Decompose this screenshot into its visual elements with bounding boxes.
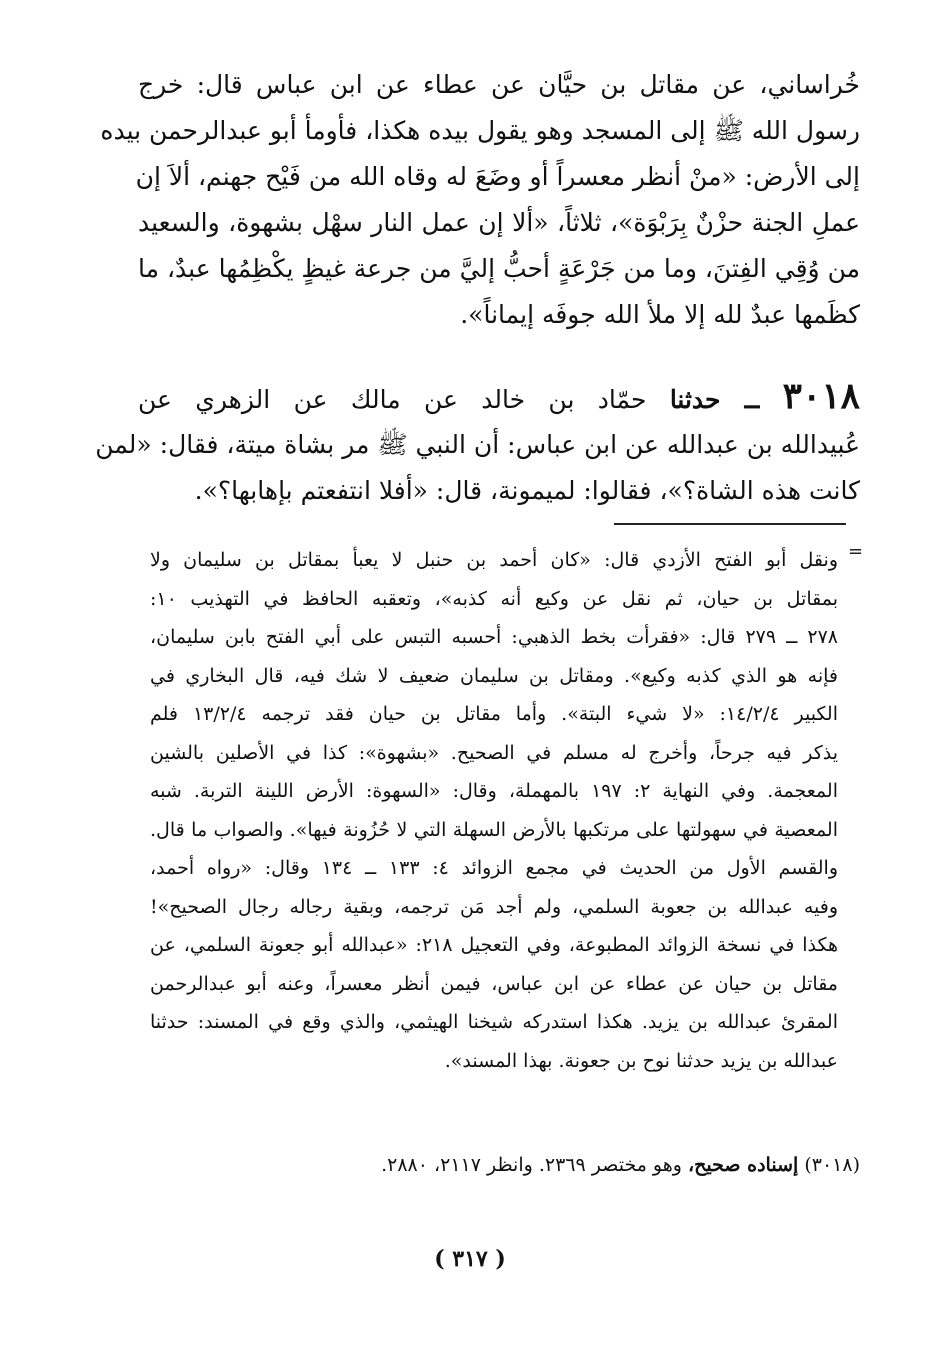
footnote-line: المعصية في سهولتها على مرتكبها بالأرض السهلة التي لا حُزُونة فيها». والصواب ما قال. [150, 818, 838, 841]
main-text-line: رسول الله ﷺ إلى المسجد وهو يقول بيده هكذا، فأومأ أبو عبدالرحمن بيده [100, 116, 860, 145]
footnote-line: ونقل أبو الفتح الأزدي قال: «كان أحمد بن حنبل لا يعبأ بمقاتل بن سليمان ولا [150, 549, 838, 571]
footnote-line: الكبير ١٤/٢/٤: «لا شيء البتة». وأما مقاتل بن حيان فقد ترجمه ١٣/٢/٤ فلم [150, 703, 838, 725]
main-text-line: إلى الأرض: «منْ أنظر معسراً أو وضَعَ له وقاه الله من فَيْح جهنم، ألاَ إن [135, 162, 860, 191]
footnote-3018 [150, 1146, 860, 1184]
footnote-line: هكذا في نسخة الزوائد المطبوعة، وفي التعجيل ٢١٨: «عبدالله أبو جعونة السلمي، عن [150, 934, 838, 956]
hadith-number: ٣٠١٨ [782, 375, 860, 417]
main-text-line: عملِ الجنة حزْنٌ بِرَبْوَة»، ثلاثاً، «ألا إن عمل النار سهْل بشهوة، والسعيد [138, 208, 860, 237]
hadith-line: كانت هذه الشاة؟»، فقالوا: لميمونة، قال: «أفلا انتفعتم بإهابها؟». [194, 476, 860, 505]
hadith-first-line-text: حمّاد بن خالد عن مالك عن الزهري عن [138, 385, 647, 414]
footnote-line: المقرئ عبدالله بن يزيد. هكذا استدركه شيخنا الهيثمي، والذي وقع في المسند: حدثنا [150, 1011, 838, 1033]
footnote-line: بمقاتل بن حيان، ثم نقل عن وكيع أنه كذبه»، وتعقبه الحافظ في التهذيب ١٠: [150, 587, 838, 610]
footnote-line: عبدالله بن يزيد حدثنا نوح بن جعونة. بهذا المسند». [444, 1049, 838, 1072]
footnote-line: يذكر فيه جرحاً، وأخرج له مسلم في الصحيح. «بشهوة»: كذا في الأصلين بالشين [150, 741, 838, 764]
main-text-line: من وُقِي الفِتنَ، وما من جَرْعَةٍ أحبُّ إليَّ من جرعة غيظٍ يكْظِمُها عبدٌ، ما [138, 254, 860, 283]
footnote-line: وفيه عبدالله بن جعوبة السلمي، ولم أجد مَن ترجمه، وبقية رجاله رجال الصحيح»! [150, 895, 838, 918]
hadith-line: عُبيدالله بن عبدالله عن ابن عباس: أن النبي ﷺ مر بشاة ميتة، فقال: «لمن [95, 430, 860, 459]
footnote-line: مقاتل بن حيان عن عطاء عن ابن عباس، فيمن أنظر معسراً، وعنه أبو عبدالرحمن [150, 972, 838, 995]
main-text-line: كظَمها عبدٌ لله إلا ملأ الله جوفَه إيماناً». [460, 300, 860, 329]
main-text-line: خُراساني، عن مقاتل بن حيَّان عن عطاء عن ابن عباس قال: خرج [138, 70, 860, 99]
footnote-ref: (٣٠١٨) [804, 1154, 860, 1176]
footnote-continuation-marker: = [848, 541, 864, 562]
footnote-text: وهو مختصر ٢٣٦٩. وانظر ٢١١٧، ٢٨٨٠. [381, 1154, 682, 1176]
footnote-divider [614, 523, 846, 525]
page-number: ( ٣١٧ ) [434, 1246, 506, 1272]
footnotes-block [150, 541, 838, 1080]
footnote-line: والقسم الأول من الحديث في مجمع الزوائد ٤: ١٣٣ ــ ١٣٤ وقال: «رواه أحمد، [150, 857, 839, 879]
footnote-line: ٢٧٨ ــ ٢٧٩ قال: «فقرأت بخط الذهبي: أحسبه التبس على أبي الفتح بابن سليمان، [150, 626, 838, 648]
hadith-3018 [95, 370, 860, 514]
hadith-first-line [138, 370, 860, 422]
hadith-opener: ــ حدثنا [669, 385, 760, 414]
footnote-line: فإنه هو الذي كذبه وكيع». ومقاتل بن سليمان ضعيف لا شك فيه، قال البخاري في [150, 664, 838, 687]
footnote-line: المعجمة. وفي النهاية ٢: ١٩٧ بالمهملة، وقال: «السهوة: الأرض اللينة التربة. شبه [150, 780, 838, 802]
footnote-grade: إسناده صحيح، [688, 1154, 799, 1176]
main-text-block [100, 62, 860, 338]
